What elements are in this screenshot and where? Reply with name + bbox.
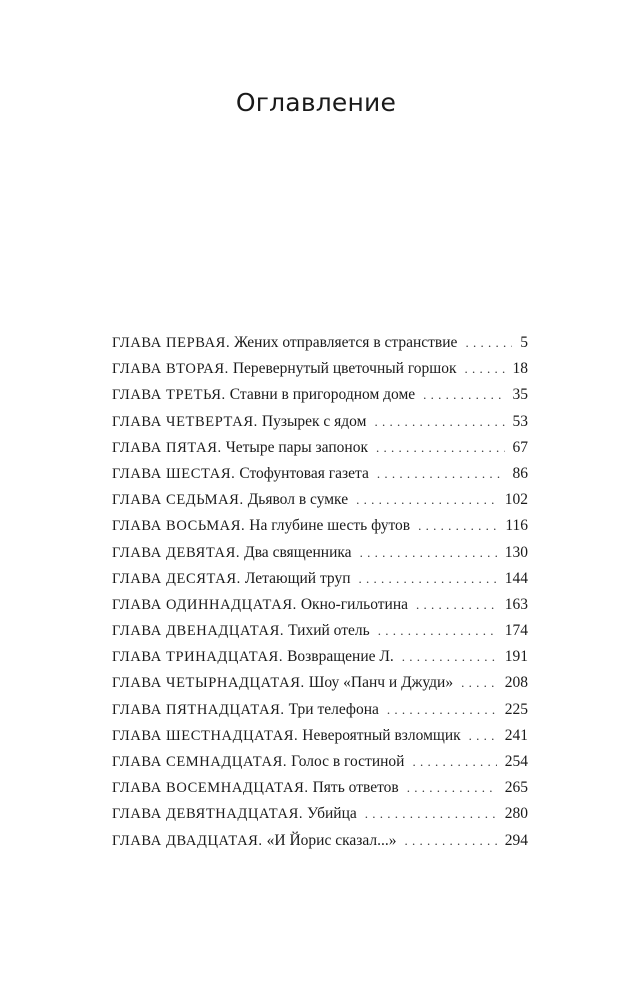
chapter-number: ГЛАВА СЕМНАДЦАТАЯ. xyxy=(112,754,288,770)
dot-leader xyxy=(378,618,497,644)
toc-entry xyxy=(112,513,528,539)
dot-leader xyxy=(405,828,497,854)
chapter-number: ГЛАВА ВОСЕМНАДЦАТАЯ. xyxy=(112,780,309,797)
toc-entry xyxy=(112,697,528,723)
chapter-number: ГЛАВА ДЕСЯТАЯ. xyxy=(112,570,241,587)
chapter-title: Убийца xyxy=(307,805,357,823)
dot-leader xyxy=(416,592,497,618)
chapter-number: ГЛАВА ЧЕТЫРНАДЦАТАЯ. xyxy=(112,675,305,692)
toc-entry xyxy=(112,330,528,356)
chapter-number: ГЛАВА ПЯТНАДЦАТАЯ. xyxy=(112,701,285,718)
chapter-number: ГЛАВА ДЕВЯТНАДЦАТАЯ. xyxy=(112,806,304,823)
chapter-title: Ставни в пригородном доме xyxy=(229,386,416,404)
page-number: 86 xyxy=(512,464,528,482)
chapter-title: Невероятный взломщик xyxy=(302,726,461,744)
chapter-title: Четыре пары запонок xyxy=(225,438,368,456)
page-number: 294 xyxy=(504,831,528,849)
chapter-number: ГЛАВА ДЕВЯТАЯ. xyxy=(112,544,241,561)
chapter-title: Окно-гильотина xyxy=(300,595,409,613)
chapter-number: ГЛАВА ШЕСТАЯ. xyxy=(112,465,236,482)
chapter-title: Дьявол в сумке xyxy=(247,491,349,509)
dot-leader xyxy=(387,697,497,723)
dot-leader xyxy=(418,513,497,539)
chapter-title: Два священника xyxy=(244,543,352,561)
dot-leader xyxy=(402,644,497,670)
chapter-title: Голос в гостиной xyxy=(291,753,405,770)
page-number: 163 xyxy=(504,595,528,613)
toc-entry xyxy=(112,644,528,670)
chapter-number: ГЛАВА ПЕРВАЯ. xyxy=(112,335,231,351)
chapter-number: ГЛАВА СЕДЬМАЯ. xyxy=(112,492,244,509)
dot-leader xyxy=(465,356,505,382)
chapter-title: Перевернутый цветочный горшок xyxy=(232,360,457,378)
page-number: 174 xyxy=(504,622,528,640)
chapter-number: ГЛАВА ШЕСТНАДЦАТАЯ. xyxy=(112,727,299,744)
chapter-title: Стофунтовая газета xyxy=(239,464,369,482)
page-number: 191 xyxy=(504,648,528,666)
toc-entry xyxy=(112,828,528,854)
dot-leader xyxy=(461,670,497,696)
dot-leader xyxy=(469,723,497,749)
toc-entry xyxy=(112,435,528,461)
dot-leader xyxy=(376,435,505,461)
page-number: 5 xyxy=(520,334,528,351)
chapter-title: «И Йорис сказал...» xyxy=(266,831,397,849)
chapter-title: Пузырек с ядом xyxy=(261,412,367,430)
chapter-title: Тихий отель xyxy=(288,622,370,640)
toc-entry xyxy=(112,566,528,592)
page-number: 130 xyxy=(504,543,528,561)
toc-entry xyxy=(112,487,528,513)
dot-leader xyxy=(423,382,504,408)
page-title: Оглавление xyxy=(235,88,397,117)
chapter-number: ГЛАВА ВОСЬМАЯ. xyxy=(112,518,246,535)
chapter-number: ГЛАВА ДВАДЦАТАЯ. xyxy=(112,832,263,849)
dot-leader xyxy=(374,409,504,435)
chapter-title: Шоу «Панч и Джуди» xyxy=(308,674,454,692)
toc-entry xyxy=(112,592,528,618)
page-number: 102 xyxy=(504,491,528,509)
chapter-title: Возвращение Л. xyxy=(287,648,394,666)
chapter-number: ГЛАВА ДВЕНАДЦАТАЯ. xyxy=(112,623,285,640)
dot-leader xyxy=(465,330,512,356)
toc-entry xyxy=(112,382,528,408)
toc-entry xyxy=(112,749,528,775)
chapter-title: Три телефона xyxy=(288,700,379,718)
page-number: 35 xyxy=(512,386,528,404)
toc-entry xyxy=(112,409,528,435)
toc-entry xyxy=(112,723,528,749)
page-number: 265 xyxy=(504,779,528,797)
chapter-title: Жених отправляется в странствие xyxy=(234,334,458,351)
chapter-title: На глубине шесть футов xyxy=(249,517,411,535)
dot-leader xyxy=(360,540,497,566)
page-number: 67 xyxy=(512,438,528,456)
page-number: 241 xyxy=(504,726,528,744)
chapter-number: ГЛАВА ТРЕТЬЯ. xyxy=(112,387,226,404)
dot-leader xyxy=(412,749,496,775)
toc-entry xyxy=(112,670,528,696)
chapter-number: ГЛАВА ТРИНАДЦАТАЯ. xyxy=(112,649,284,666)
chapter-number: ГЛАВА ПЯТАЯ. xyxy=(112,439,222,456)
dot-leader xyxy=(356,487,497,513)
dot-leader xyxy=(377,461,505,487)
toc-entry xyxy=(112,461,528,487)
toc-entry xyxy=(112,618,528,644)
chapter-title: Пять ответов xyxy=(312,779,399,797)
page-number: 116 xyxy=(505,517,528,535)
chapter-number: ГЛАВА ЧЕТВЕРТАЯ. xyxy=(112,413,258,430)
page-number: 53 xyxy=(512,412,528,430)
page-number: 208 xyxy=(504,674,528,692)
toc-entry xyxy=(112,356,528,382)
dot-leader xyxy=(359,566,497,592)
chapter-title: Летающий труп xyxy=(244,569,351,587)
page-number: 254 xyxy=(504,753,528,770)
toc-entry xyxy=(112,540,528,566)
dot-leader xyxy=(365,801,497,827)
page-number: 144 xyxy=(504,569,528,587)
page-number: 18 xyxy=(512,360,528,378)
toc-entry xyxy=(112,775,528,801)
table-of-contents xyxy=(112,330,528,854)
page-number: 280 xyxy=(504,805,528,823)
toc-entry xyxy=(112,801,528,827)
page-number: 225 xyxy=(504,700,528,718)
chapter-number: ГЛАВА ВТОРАЯ. xyxy=(112,361,229,378)
dot-leader xyxy=(407,775,497,801)
chapter-number: ГЛАВА ОДИННАДЦАТАЯ. xyxy=(112,596,297,613)
